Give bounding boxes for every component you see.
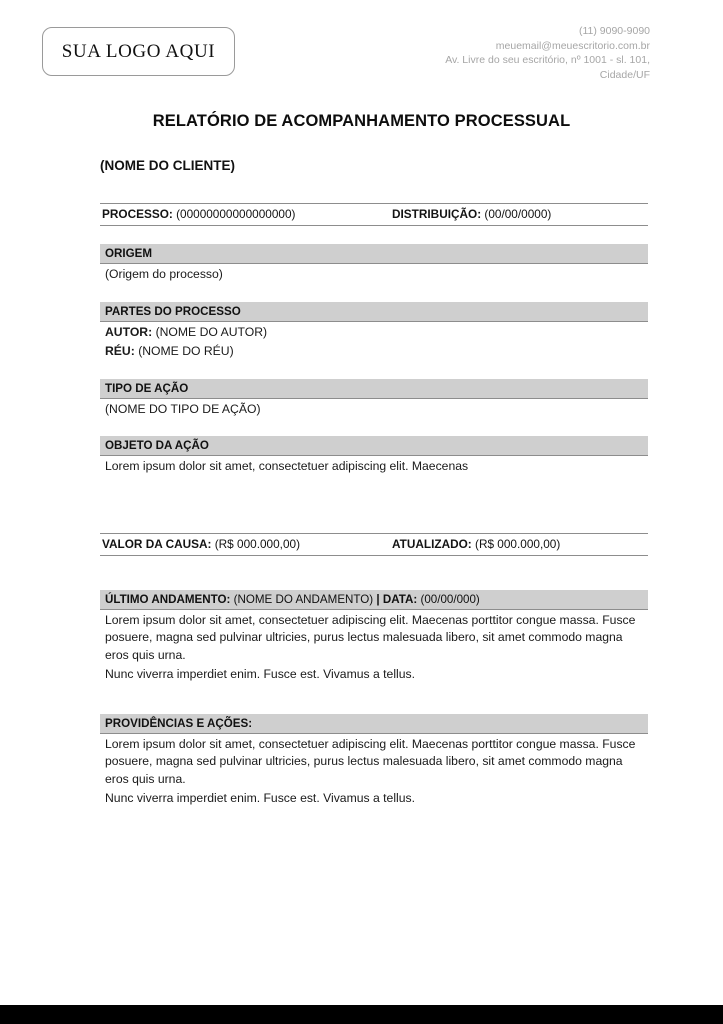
data-label: DATA:: [382, 592, 418, 606]
section-heading-tipo-acao: TIPO DE AÇÃO: [100, 379, 648, 399]
origem-text: (Origem do processo): [105, 267, 223, 281]
providencias-paragraph-2: Nunc viverra imperdiet enim. Fusce est. Vivamus a tellus.: [105, 791, 415, 805]
document-body: [100, 0, 648, 808]
page-title: RELATÓRIO DE ACOMPANHAMENTO PROCESSUAL: [152, 112, 571, 130]
atualizado-label: ATUALIZADO:: [392, 536, 472, 551]
bottom-black-band: [0, 1005, 723, 1024]
tipo-acao-text: (NOME DO TIPO DE AÇÃO): [105, 401, 261, 416]
section-heading-partes: PARTES DO PROCESSO: [100, 302, 648, 322]
client-name: (NOME DO CLIENTE): [100, 158, 235, 173]
objeto-acao-text: Lorem ipsum dolor sit amet, consectetuer adipiscing elit. Maecenas: [105, 459, 469, 473]
valor-causa-label: VALOR DA CAUSA:: [102, 536, 212, 551]
ultimo-andamento-paragraph-2: Nunc viverra imperdiet enim. Fusce est. Vivamus a tellus.: [105, 667, 415, 681]
distribuicao-value: (00/00/0000): [484, 207, 552, 221]
valor-causa-field: [102, 537, 392, 551]
reu-label: RÉU:: [105, 344, 135, 358]
distribuicao-field: [392, 207, 646, 221]
section-heading-origem: ORIGEM: [100, 244, 648, 264]
atualizado-field: [392, 537, 646, 551]
autor-label: AUTOR:: [105, 324, 153, 339]
data-value: (00/00/000): [420, 592, 480, 606]
ultimo-andamento-label: ÚLTIMO ANDAMENTO:: [105, 592, 231, 606]
processo-value: (00000000000000000): [176, 207, 296, 221]
ultimo-andamento-paragraph-1: Lorem ipsum dolor sit amet, consectetuer adipiscing elit. Maecenas porttitor congue massa. Fusce posuere, magna sed pulvinar ultricies, purus lectus malesuada libero, sit amet commodo magna eros quis urna.: [105, 612, 636, 662]
logo-text: SUA LOGO AQUI: [61, 40, 216, 62]
spacer: [100, 418, 648, 436]
providencias-paragraph-1: Lorem ipsum dolor sit amet, consectetuer adipiscing elit. Maecenas porttitor congue massa. Fusce posuere, magna sed pulvinar ultricies, purus lectus malesuada libero, sit amet commodo magna eros quis urna.: [105, 736, 636, 786]
section-heading-ultimo-andamento: [100, 590, 648, 610]
autor-value: (NOME DO AUTOR): [155, 324, 268, 339]
spacer: [100, 476, 648, 533]
spacer: [100, 226, 648, 244]
contact-address-line: Av. Livre do seu escritório, nº 1001 - sl. 101,: [445, 54, 650, 67]
processo-field: [102, 207, 392, 221]
contact-city-state: Cidade/UF: [599, 68, 650, 81]
spacer: [100, 284, 648, 302]
section-heading-objeto-acao: OBJETO DA AÇÃO: [100, 436, 648, 456]
spacer: [100, 684, 648, 714]
contact-phone: (11) 9090-9090: [578, 25, 650, 37]
reu-line: [100, 341, 648, 361]
ultimo-andamento-separator: |: [376, 592, 380, 606]
ultimo-andamento-value: (NOME DO ANDAMENTO): [233, 592, 374, 606]
autor-line: [100, 322, 648, 342]
spacer: [100, 556, 648, 590]
value-info-row: [100, 533, 648, 556]
spacer: [100, 361, 648, 379]
reu-value: (NOME DO RÉU): [138, 344, 234, 358]
valor-causa-value: (R$ 000.000,00): [214, 536, 300, 551]
section-heading-providencias: PROVIDÊNCIAS E AÇÕES:: [100, 714, 648, 734]
distribuicao-label: DISTRIBUIÇÃO:: [392, 207, 482, 221]
processo-label: PROCESSO:: [102, 207, 173, 221]
contact-email: meuemail@meuescritorio.com.br: [495, 39, 650, 52]
process-info-row: [100, 203, 648, 226]
spacer: [100, 173, 648, 203]
atualizado-value: (R$ 000.000,00): [475, 536, 561, 551]
